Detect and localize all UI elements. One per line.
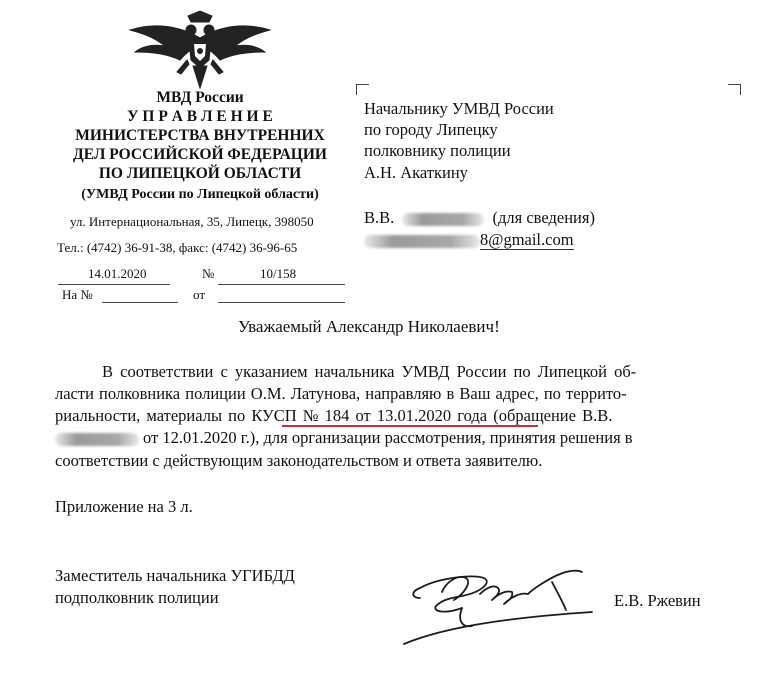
signer-rank: подполковник полиции xyxy=(55,588,219,607)
paragraph-line-2: ласти полковника полиции О.М. Латунова, направляю в Ваш адрес, по террито- xyxy=(55,384,627,403)
org-title-line-1: У П Р А В Л Е Н И Е xyxy=(127,108,273,125)
redacted-surname xyxy=(402,213,484,226)
from-label: от xyxy=(193,287,206,302)
paragraph-line-4 xyxy=(55,428,633,448)
cc-line xyxy=(364,207,595,228)
signer-position: Заместитель начальника УГИБДД xyxy=(55,566,295,585)
org-address: ул. Интернациональная, 35, Липецк, 398050 xyxy=(70,214,314,229)
double-headed-eagle-emblem-icon xyxy=(125,8,275,93)
redacted-applicant-surname xyxy=(55,433,139,446)
cc-prefix: В.В. xyxy=(364,208,395,227)
recipient-line-1: Начальнику УМВД России xyxy=(364,99,554,118)
org-short: МВД России xyxy=(156,89,244,106)
org-phone: Тел.: (4742) 36-91-38, факс: (4742) 36-96-65 xyxy=(57,240,298,255)
paragraph-line-4-text: от 12.01.2020 г.), для организации рассмотрения, принятия решения в xyxy=(143,428,633,447)
recipient-line-4: А.Н. Акаткину xyxy=(364,163,468,182)
recipient-line-2: по городу Липецку xyxy=(364,120,498,139)
attachment-note: Приложение на 3 л. xyxy=(55,497,193,516)
org-title-line-3: ДЕЛ РОССИЙСКОЙ ФЕДЕРАЦИИ xyxy=(73,146,327,163)
paragraph-line-3: риальности, материалы по КУСП № 184 от 13.01.2020 года (обращение В.В. xyxy=(55,406,613,425)
number-label: № xyxy=(202,266,215,281)
email-line xyxy=(364,229,574,250)
paragraph-line-5: соответствии с действующим законодательством и ответа заявителю. xyxy=(55,451,543,470)
ref-label: На № xyxy=(62,287,93,302)
handwritten-signature xyxy=(402,548,602,648)
org-title-line-2: МИНИСТЕРСТВА ВНУТРЕННИХ xyxy=(75,127,325,144)
recipient-line-3: полковнику полиции xyxy=(364,141,511,160)
cc-suffix: (для сведения) xyxy=(492,208,595,227)
redacted-email-user xyxy=(364,235,480,248)
signer-name: Е.В. Ржевин xyxy=(614,591,701,610)
salutation: Уважаемый Александр Николаевич! xyxy=(238,317,500,336)
paragraph-line-1: В соответствии с указанием начальника УМВД России по Липецкой об- xyxy=(102,362,637,381)
email-suffix: 8@gmail.com xyxy=(480,230,574,249)
letter-date: 14.01.2020 xyxy=(88,266,147,281)
org-title-line-4: ПО ЛИПЕЦКОЙ ОБЛАСТИ xyxy=(98,165,302,182)
org-subtitle: (УМВД России по Липецкой области) xyxy=(81,187,319,202)
kusp-highlight-underline xyxy=(282,425,538,427)
letter-number: 10/158 xyxy=(260,266,297,281)
